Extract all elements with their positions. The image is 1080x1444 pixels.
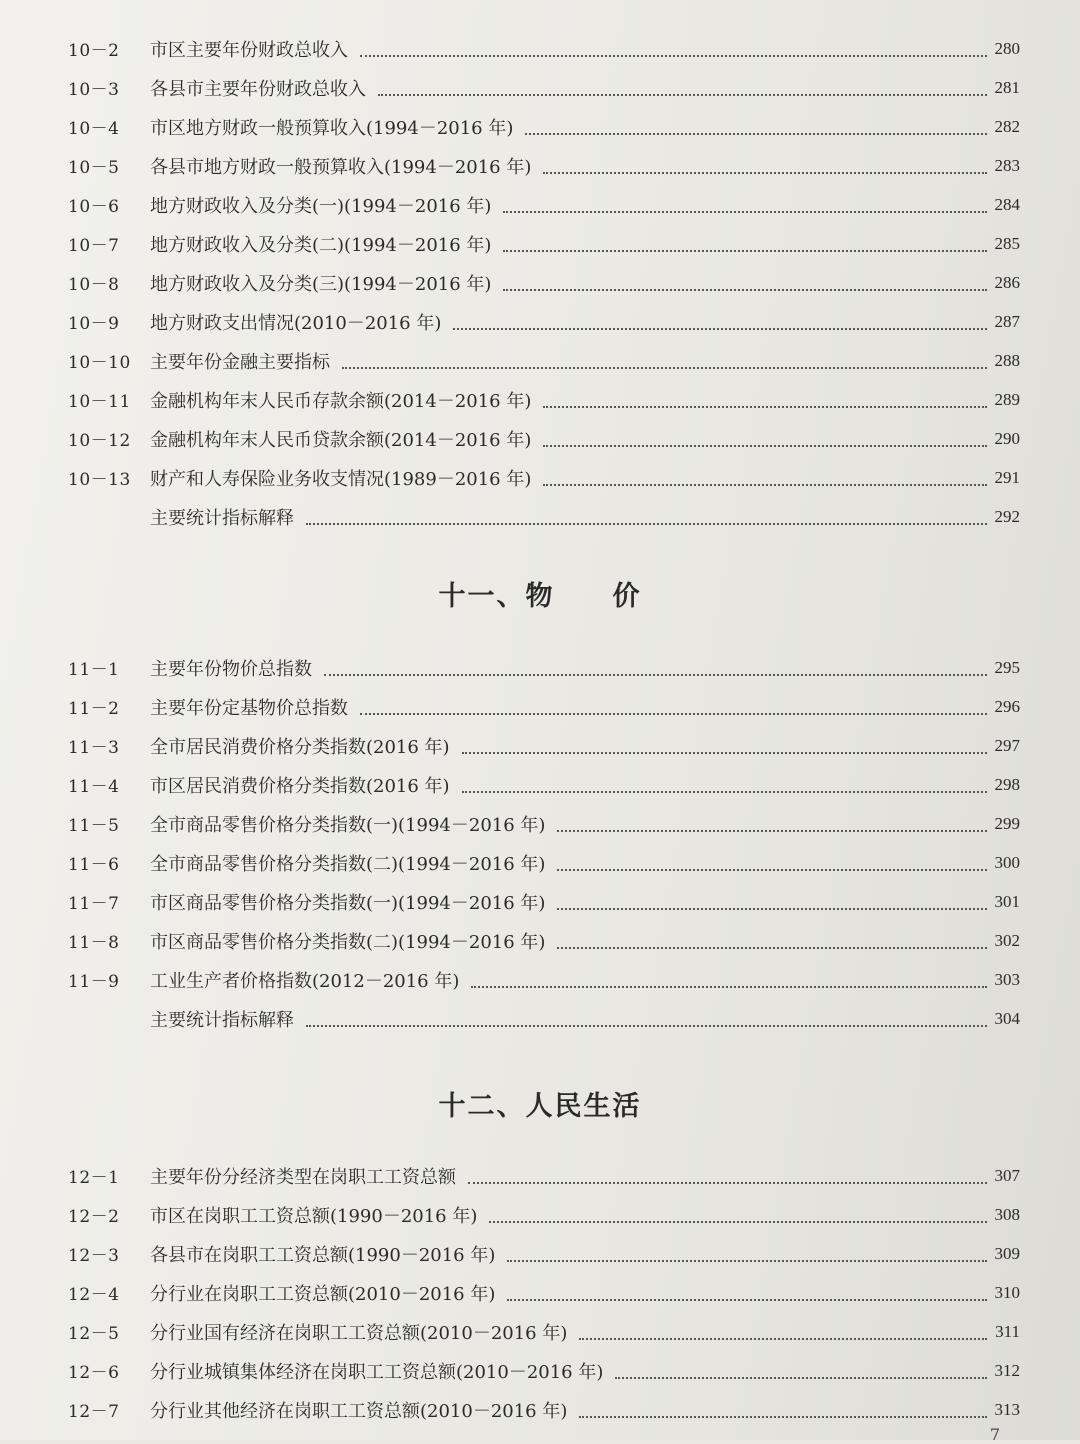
toc-entry-number: 11－4 xyxy=(68,777,120,797)
toc-entry-title: 工业生产者价格指数(2012－2016 年) xyxy=(150,970,460,992)
toc-entry-page: 286 xyxy=(994,272,1020,292)
dot-leader xyxy=(503,209,986,213)
toc-entry-page: 303 xyxy=(994,969,1020,989)
toc-entry-page: 296 xyxy=(994,696,1020,716)
toc-entry-number: 10－11 xyxy=(68,392,131,412)
dot-leader xyxy=(615,1375,986,1379)
toc-entry[interactable] xyxy=(0,1351,1080,1390)
dot-leader xyxy=(489,1219,986,1223)
dot-leader xyxy=(503,287,986,291)
dot-leader xyxy=(306,521,987,525)
dot-leader xyxy=(471,984,986,988)
toc-entry-title: 各县市主要年份财政总收入 xyxy=(150,78,366,100)
toc-entry[interactable] xyxy=(0,921,1080,960)
toc-entry-title: 市区主要年份财政总收入 xyxy=(150,39,348,61)
toc-entry-title: 金融机构年末人民币存款余额(2014－2016 年) xyxy=(150,390,532,412)
toc-entry[interactable] xyxy=(0,999,1080,1038)
toc-entry[interactable] xyxy=(0,341,1080,380)
dot-leader xyxy=(503,248,986,252)
toc-entry[interactable] xyxy=(0,29,1080,68)
toc-entry-page: 308 xyxy=(994,1204,1020,1224)
dot-leader xyxy=(557,828,986,832)
toc-entry-title: 市区商品零售价格分类指数(二)(1994－2016 年) xyxy=(150,931,546,953)
toc-entry-number: 10－2 xyxy=(68,41,120,61)
toc-entry-title: 分行业在岗职工工资总额(2010－2016 年) xyxy=(150,1283,496,1305)
toc-entry-title: 财产和人寿保险业务收支情况(1989－2016 年) xyxy=(150,468,532,490)
toc-entry-page: 310 xyxy=(994,1282,1020,1302)
toc-entry-page: 302 xyxy=(994,930,1020,950)
toc-entry[interactable] xyxy=(0,1156,1080,1195)
toc-entry-title: 分行业城镇集体经济在岗职工工资总额(2010－2016 年) xyxy=(150,1361,604,1383)
toc-entry-page: 297 xyxy=(994,735,1020,755)
toc-entry-title: 地方财政支出情况(2010－2016 年) xyxy=(150,312,442,334)
toc-entry[interactable] xyxy=(0,1390,1080,1429)
dot-leader xyxy=(342,365,987,369)
toc-entry-number: 10－10 xyxy=(68,353,131,373)
dot-leader xyxy=(557,945,986,949)
toc-entry-title: 主要统计指标解释 xyxy=(150,507,294,529)
toc-entry-page: 295 xyxy=(994,657,1020,677)
toc-entry-number: 12－4 xyxy=(68,1285,120,1305)
toc-entry-number: 12－1 xyxy=(68,1168,120,1188)
dot-leader xyxy=(306,1023,987,1027)
toc-entry-title: 地方财政收入及分类(一)(1994－2016 年) xyxy=(150,195,492,217)
toc-entry-page: 301 xyxy=(994,891,1020,911)
toc-entry[interactable] xyxy=(0,263,1080,302)
section-12-list xyxy=(0,1156,1080,1429)
toc-entry[interactable] xyxy=(0,185,1080,224)
toc-entry[interactable] xyxy=(0,107,1080,146)
toc-entry[interactable] xyxy=(0,804,1080,843)
toc-entry[interactable] xyxy=(0,726,1080,765)
toc-entry[interactable] xyxy=(0,419,1080,458)
toc-entry-title: 市区地方财政一般预算收入(1994－2016 年) xyxy=(150,117,514,139)
toc-entry-title: 主要年份物价总指数 xyxy=(150,658,312,680)
dot-leader xyxy=(324,672,987,676)
toc-entry-page: 281 xyxy=(994,77,1020,97)
toc-entry-title: 地方财政收入及分类(三)(1994－2016 年) xyxy=(150,273,492,295)
dot-leader xyxy=(543,404,986,408)
toc-entry-title: 各县市地方财政一般预算收入(1994－2016 年) xyxy=(150,156,532,178)
toc-entry-number: 10－3 xyxy=(68,80,120,100)
dot-leader xyxy=(557,906,986,910)
section-11-list xyxy=(0,648,1080,1038)
dot-leader xyxy=(557,867,986,871)
toc-entry[interactable] xyxy=(0,882,1080,921)
toc-entry-number: 11－2 xyxy=(68,699,120,719)
toc-entry-number: 10－7 xyxy=(68,236,120,256)
dot-leader xyxy=(579,1336,987,1340)
dot-leader xyxy=(543,443,986,447)
toc-entry[interactable] xyxy=(0,1312,1080,1351)
toc-entry-page: 309 xyxy=(994,1243,1020,1263)
toc-entry[interactable] xyxy=(0,765,1080,804)
toc-entry-number: 10－5 xyxy=(68,158,120,178)
toc-entry-title: 主要年份分经济类型在岗职工工资总额 xyxy=(150,1166,456,1188)
dot-leader xyxy=(378,92,987,96)
toc-entry-number: 10－6 xyxy=(68,197,120,217)
dot-leader xyxy=(507,1258,986,1262)
toc-entry-number: 12－6 xyxy=(68,1363,120,1383)
toc-entry[interactable] xyxy=(0,380,1080,419)
section-12-heading: 十二、人民生活 xyxy=(438,1091,642,1122)
toc-entry-title: 全市居民消费价格分类指数(2016 年) xyxy=(150,736,450,758)
toc-entry-number: 11－3 xyxy=(68,738,120,758)
dot-leader xyxy=(543,482,986,486)
toc-entry-number: 11－1 xyxy=(68,660,120,680)
toc-entry-page: 313 xyxy=(994,1399,1020,1419)
toc-entry-number: 11－7 xyxy=(68,894,120,914)
toc-entry[interactable] xyxy=(0,960,1080,999)
toc-entry-page: 285 xyxy=(994,233,1020,253)
section-11-heading: 十一、物 价 xyxy=(438,581,642,612)
toc-entry-page: 289 xyxy=(994,389,1020,409)
toc-entry-title: 分行业其他经济在岗职工工资总额(2010－2016 年) xyxy=(150,1400,568,1422)
toc-entry[interactable] xyxy=(0,224,1080,263)
toc-entry[interactable] xyxy=(0,146,1080,185)
toc-entry-page: 282 xyxy=(994,116,1020,136)
toc-entry-number: 12－2 xyxy=(68,1207,120,1227)
toc-entry-page: 299 xyxy=(994,813,1020,833)
toc-entry[interactable] xyxy=(0,843,1080,882)
toc-entry-number: 10－13 xyxy=(68,470,131,490)
toc-entry-number: 12－7 xyxy=(68,1402,120,1422)
toc-entry[interactable] xyxy=(0,497,1080,536)
toc-entry-number: 11－5 xyxy=(68,816,120,836)
toc-entry-page: 292 xyxy=(994,506,1020,526)
toc-entry-number: 11－9 xyxy=(68,972,120,992)
toc-entry-page: 304 xyxy=(994,1008,1020,1028)
toc-entry-number: 10－4 xyxy=(68,119,120,139)
dot-leader xyxy=(507,1297,986,1301)
toc-entry-page: 291 xyxy=(994,467,1020,487)
toc-entry-page: 290 xyxy=(994,428,1020,448)
toc-entry[interactable] xyxy=(0,1273,1080,1312)
dot-leader xyxy=(453,326,986,330)
toc-entry-title: 各县市在岗职工工资总额(1990－2016 年) xyxy=(150,1244,496,1266)
toc-entry-title: 市区商品零售价格分类指数(一)(1994－2016 年) xyxy=(150,892,546,914)
toc-entry-title: 金融机构年末人民币贷款余额(2014－2016 年) xyxy=(150,429,532,451)
toc-entry-title: 全市商品零售价格分类指数(二)(1994－2016 年) xyxy=(150,853,546,875)
toc-entry-number: 10－9 xyxy=(68,314,120,334)
toc-entry[interactable] xyxy=(0,1195,1080,1234)
toc-entry[interactable] xyxy=(0,302,1080,341)
toc-entry-page: 311 xyxy=(995,1321,1020,1341)
toc-entry-title: 市区居民消费价格分类指数(2016 年) xyxy=(150,775,450,797)
toc-entry-title: 全市商品零售价格分类指数(一)(1994－2016 年) xyxy=(150,814,546,836)
toc-entry-number: 11－8 xyxy=(68,933,120,953)
toc-entry-title: 地方财政收入及分类(二)(1994－2016 年) xyxy=(150,234,492,256)
dot-leader xyxy=(579,1414,986,1418)
toc-entry[interactable] xyxy=(0,1234,1080,1273)
section-10-list xyxy=(0,29,1080,536)
dot-leader xyxy=(462,789,987,793)
toc-entry-number: 10－8 xyxy=(68,275,120,295)
toc-entry[interactable] xyxy=(0,648,1080,687)
toc-entry-title: 主要年份定基物价总指数 xyxy=(150,697,348,719)
toc-entry-title: 分行业国有经济在岗职工工资总额(2010－2016 年) xyxy=(150,1322,568,1344)
toc-entry[interactable] xyxy=(0,68,1080,107)
toc-entry-number: 11－6 xyxy=(68,855,120,875)
dot-leader xyxy=(468,1180,987,1184)
toc-entry-page: 288 xyxy=(994,350,1020,370)
toc-entry-title: 主要统计指标解释 xyxy=(150,1009,294,1031)
toc-entry-page: 280 xyxy=(994,38,1020,58)
toc-entry[interactable] xyxy=(0,458,1080,497)
toc-entry-number: 10－12 xyxy=(68,431,131,451)
dot-leader xyxy=(462,750,987,754)
toc-entry-page: 300 xyxy=(994,852,1020,872)
toc-entry-number: 12－3 xyxy=(68,1246,120,1266)
dot-leader xyxy=(525,131,986,135)
dot-leader xyxy=(360,711,987,715)
toc-entry-page: 287 xyxy=(994,311,1020,331)
dot-leader xyxy=(543,170,986,174)
toc-entry[interactable] xyxy=(0,687,1080,726)
toc-entry-page: 298 xyxy=(994,774,1020,794)
dot-leader xyxy=(360,53,987,57)
toc-entry-number: 12－5 xyxy=(68,1324,120,1344)
toc-entry-page: 284 xyxy=(994,194,1020,214)
toc-entry-title: 市区在岗职工工资总额(1990－2016 年) xyxy=(150,1205,478,1227)
toc-entry-page: 283 xyxy=(994,155,1020,175)
toc-entry-page: 312 xyxy=(994,1360,1020,1380)
toc-entry-page: 307 xyxy=(994,1165,1020,1185)
page-number-mark: 7 xyxy=(989,1425,1000,1444)
toc-entry-title: 主要年份金融主要指标 xyxy=(150,351,330,373)
